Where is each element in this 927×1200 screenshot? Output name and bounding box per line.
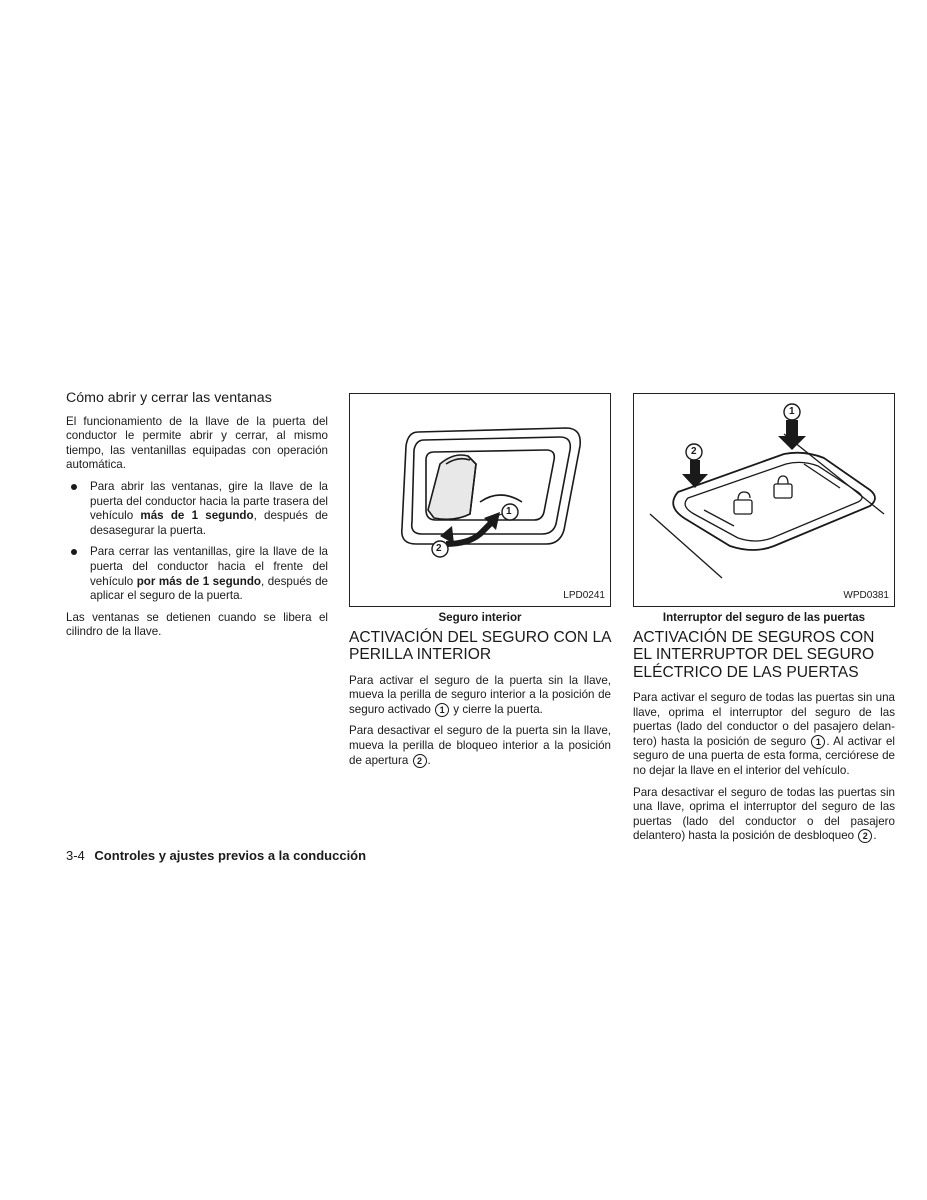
callout-2-label: 2 [691,446,697,457]
circled-number: 1 [811,735,825,749]
callout-1-label: 1 [789,406,795,417]
paragraph-text: Para activar el seguro de todas las puertas sin una llave, oprima el interruptor del seguro de las puertas (lado del conductor o del pasajero delan-tero) hasta la posición de seguro [633,691,895,748]
power-lock-switch-illustration [634,394,896,608]
callout-1-label: 1 [506,506,512,517]
page-footer [66,848,366,863]
power-lock-figure [633,393,895,607]
paragraph-text: Para desactivar el seguro de la puerta sin la llave, mueva la perilla de bloqueo interior a la posición de apertura [349,724,611,767]
left-column [66,391,328,647]
bullet-bold-text: más de 1 segundo [140,509,254,523]
bullet-text: Para abrir las ventanas, gire la llave de la puerta del conductor hacia la parte trasera del vehículo [90,479,328,523]
callout-2-label: 2 [436,543,442,554]
paragraph [633,786,895,844]
paragraph-text: y cierre la puerta. [450,702,543,716]
paragraph-text: . Al activar el seguro de una puerta de esta forma, cerciórese de no dejar la llave en el interior del vehículo. [633,734,895,778]
paragraph-text: Para activar el seguro de la puerta sin la llave, mueva la perilla de seguro interior a la posición de seguro activado [349,673,611,716]
page-number: 3-4 [66,848,85,863]
circled-number: 2 [858,829,872,843]
window-subheading: Cómo abrir y cerrar las ventanas [66,390,272,406]
bullet-text: Para cerrar las ventanillas, gire la llave de la puerta del conductor hacia el frente del vehículo [90,545,328,588]
middle-column [349,393,611,775]
paragraph [349,724,611,768]
bullet-icon [71,484,77,490]
circled-number: 1 [435,703,449,717]
intro-paragraph: El funcionamiento de la llave de la puerta del conductor le permite abrir y cerrar, al mismo tiempo, las ventanillas equipadas con operación automática. [66,414,328,472]
bullet-bold-text: por más de 1 segundo [136,574,261,588]
list-item [66,545,328,603]
paragraph-text: Para desactivar el seguro de todas las puertas sin una llave, oprima el interruptor del seguro de las puertas (lado del conductor o del pasajero delantero) hasta la posición de desbloqueo [633,785,895,843]
closing-paragraph: Las ventanas se detienen cuando se libera el cilindro de la llave. [66,610,328,639]
interior-lock-figure [349,393,611,607]
bullet-list [66,480,328,604]
figure-code: LPD0241 [563,590,605,602]
circled-number: 2 [413,754,427,768]
paragraph [349,674,611,718]
paragraph [633,691,895,779]
interior-lock-knob-illustration [350,394,612,608]
bullet-text: , después de desasegurar la puerta. [90,509,328,537]
right-column [633,393,895,851]
bullet-text: , después de aplicar el seguro de la puerta. [90,574,328,603]
list-item [66,480,328,538]
figure-caption: Seguro interior [438,611,522,624]
section-heading: ACTIVACIÓN DE SEGUROS CON EL INTERRUPTOR DEL SEGURO ELÉCTRICO DE LAS PUERTAS [633,628,875,681]
figure-caption: Interruptor del seguro de las puertas [662,611,866,624]
section-heading: ACTIVACIÓN DEL SEGURO CON LA PERILLA INTERIOR [349,628,611,664]
figure-code: WPD0381 [843,590,889,602]
paragraph-text: . [427,753,431,767]
bullet-icon [71,549,77,555]
paragraph-text: . [873,829,877,843]
footer-section-title: Controles y ajustes previos a la conducción [94,848,367,863]
